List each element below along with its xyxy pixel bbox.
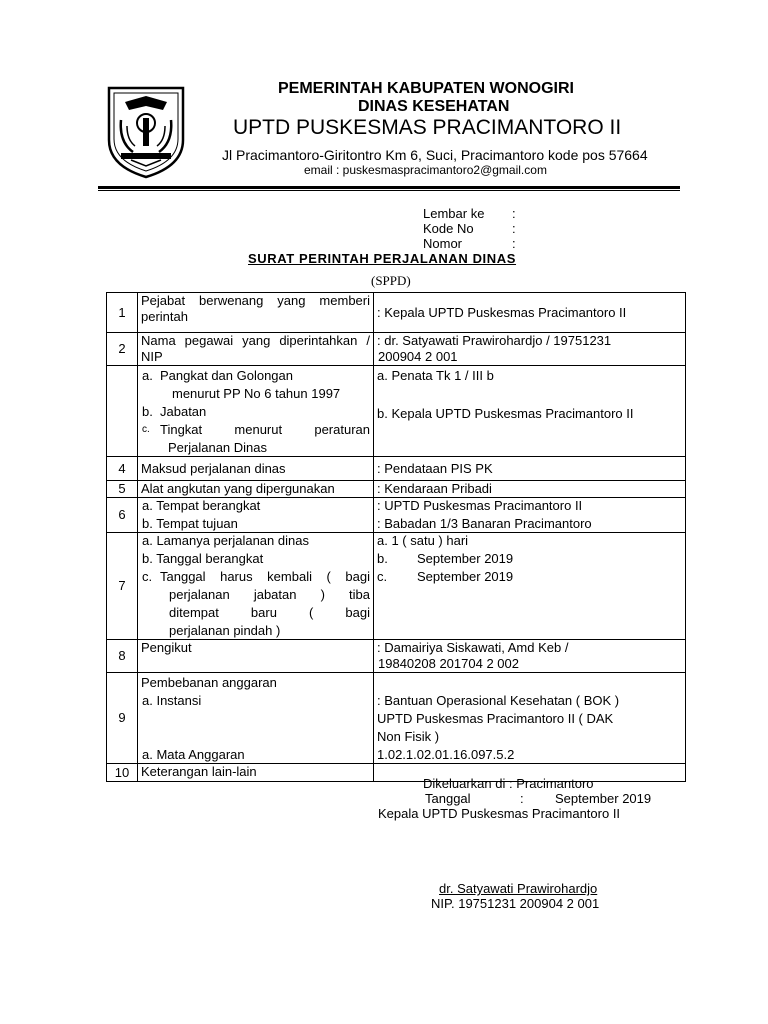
row-value <box>374 673 686 764</box>
row-label: Maksud perjalanan dinas <box>138 457 374 481</box>
header-divider-thin <box>98 190 680 191</box>
date-label: Tanggal <box>425 791 471 806</box>
sub-text-cont: ditempat baru ( bagi <box>169 605 370 620</box>
regency-emblem-logo <box>103 80 189 180</box>
row-value-line: 200904 2 001 <box>378 349 458 364</box>
signer-name: dr. Satyawati Prawirohardjo <box>439 881 598 896</box>
sub-text-cont: menurut PP No 6 tahun 1997 <box>172 386 341 401</box>
header-government-name: PEMERINTAH KABUPATEN WONOGIRI <box>278 80 574 97</box>
row-number: 2 <box>107 333 138 366</box>
row-number <box>107 366 138 457</box>
sub-text: Tanggal harus kembali ( bagi <box>160 569 370 584</box>
table-row-6 <box>107 498 686 533</box>
nomor-label: Nomor <box>423 236 463 251</box>
sub-key: c. <box>377 569 388 584</box>
row-value: : Kendaraan Pribadi <box>374 481 686 498</box>
lembar-label: Lembar ke <box>423 206 485 221</box>
nomor-colon: : <box>512 236 516 251</box>
table-row-1 <box>107 293 686 333</box>
header-institution-name: UPTD PUSKESMAS PRACIMANTORO II <box>233 116 622 139</box>
signer-position: Kepala UPTD Puskesmas Pracimantoro II <box>378 806 621 821</box>
row-number: 7 <box>107 533 138 640</box>
table-row-8 <box>107 640 686 673</box>
sub-text: Pangkat dan Golongan <box>160 368 293 383</box>
sub-key: b. <box>377 551 388 566</box>
sub-key: c. <box>142 424 150 435</box>
row-label <box>138 293 374 333</box>
kode-label: Kode No <box>423 221 474 236</box>
row-label-text: Nama pegawai yang diperintahkan / NIP <box>141 333 370 364</box>
row-value-line: 19840208 201704 2 002 <box>378 656 519 671</box>
row-value-line: : UPTD Puskesmas Pracimantoro II <box>377 498 583 513</box>
row-number: 6 <box>107 498 138 533</box>
row-value <box>374 333 686 366</box>
table-row-7 <box>107 533 686 640</box>
row-label: Alat angkutan yang dipergunakan <box>138 481 374 498</box>
row-number: 1 <box>107 293 138 333</box>
sub-text: b. Tempat tujuan <box>142 516 238 531</box>
kode-colon: : <box>512 221 516 236</box>
row-value-line: September 2019 <box>417 551 514 566</box>
lembar-colon: : <box>512 206 516 221</box>
row-value-line: September 2019 <box>417 569 514 584</box>
row-label: Keterangan lain-lain <box>138 764 374 782</box>
row-number: 10 <box>107 764 138 782</box>
sub-text: a. Mata Anggaran <box>142 747 245 762</box>
document-subtitle: (SPPD) <box>371 273 411 288</box>
table-row-9 <box>107 673 686 764</box>
row-label <box>138 333 374 366</box>
header-divider-thick <box>98 186 680 189</box>
row-value <box>374 640 686 673</box>
row-value-line: : Bantuan Operasional Kesehatan ( BOK ) <box>377 693 620 708</box>
sub-text: b. Tanggal berangkat <box>142 551 264 566</box>
issued-place: Dikeluarkan di : Pracimantoro <box>423 776 594 791</box>
sub-key: a. <box>142 368 153 383</box>
row-value <box>374 533 686 640</box>
table-row-10 <box>107 764 686 782</box>
row-number: 9 <box>107 673 138 764</box>
row-value-line: 1.02.1.02.01.16.097.5.2 <box>377 747 515 762</box>
header-agency-name: DINAS KESEHATAN <box>358 98 510 115</box>
sub-text: Pembebanan anggaran <box>141 675 277 690</box>
row-value-line: a. 1 ( satu ) hari <box>377 533 469 548</box>
header-email: email : puskesmaspracimantoro2@gmail.com <box>304 163 547 177</box>
sub-text: a. Tempat berangkat <box>142 498 261 513</box>
row-value: : Kepala UPTD Puskesmas Pracimantoro II <box>374 293 686 333</box>
sub-text-cont: Perjalanan Dinas <box>168 440 268 455</box>
row-label <box>138 533 374 640</box>
sub-text-cont: perjalanan jabatan ) tiba <box>169 587 370 602</box>
sub-text: a. Instansi <box>142 693 202 708</box>
document-title: SURAT PERINTAH PERJALANAN DINAS <box>248 251 517 266</box>
row-number: 4 <box>107 457 138 481</box>
sub-text: Jabatan <box>160 404 207 419</box>
row-value-line: Non Fisik ) <box>377 729 440 744</box>
sub-key: b. <box>142 404 153 419</box>
row-number: 5 <box>107 481 138 498</box>
row-value-line: a. Penata Tk 1 / III b <box>377 368 494 383</box>
sub-text: a. Lamanya perjalanan dinas <box>142 533 309 548</box>
row-value-line: b. Kepala UPTD Puskesmas Pracimantoro II <box>377 406 634 421</box>
table-row-5 <box>107 481 686 498</box>
date-colon: : <box>520 791 524 806</box>
row-value-line: : dr. Satyawati Prawirohardjo / 19751231 <box>377 333 612 348</box>
row-value-line: : Damairiya Siskawati, Amd Keb / <box>377 640 569 655</box>
row-label: Pengikut <box>138 640 374 673</box>
row-number: 8 <box>107 640 138 673</box>
sppd-table <box>106 292 686 782</box>
row-label-text: Pejabat berwenang yang memberi perintah <box>141 293 370 324</box>
header-address: Jl Pracimantoro-Giritontro Km 6, Suci, Pracimantoro kode pos 57664 <box>222 147 648 163</box>
row-value-line: : Babadan 1/3 Banaran Pracimantoro <box>377 516 592 531</box>
date-value: September 2019 <box>555 791 652 806</box>
row-label <box>138 673 374 764</box>
row-value <box>374 498 686 533</box>
sub-text: Tingkat menurut peraturan <box>160 422 370 437</box>
sub-text-cont: perjalanan pindah ) <box>169 623 281 638</box>
row-value-line: UPTD Puskesmas Pracimantoro II ( DAK <box>377 711 614 726</box>
table-row-4 <box>107 457 686 481</box>
table-row-3 <box>107 366 686 457</box>
signer-nip: NIP. 19751231 200904 2 001 <box>431 896 600 911</box>
row-value: : Pendataan PIS PK <box>374 457 686 481</box>
row-label <box>138 498 374 533</box>
row-label <box>138 366 374 457</box>
row-value <box>374 366 686 457</box>
table-row-2 <box>107 333 686 366</box>
sub-key: c. <box>142 569 153 584</box>
